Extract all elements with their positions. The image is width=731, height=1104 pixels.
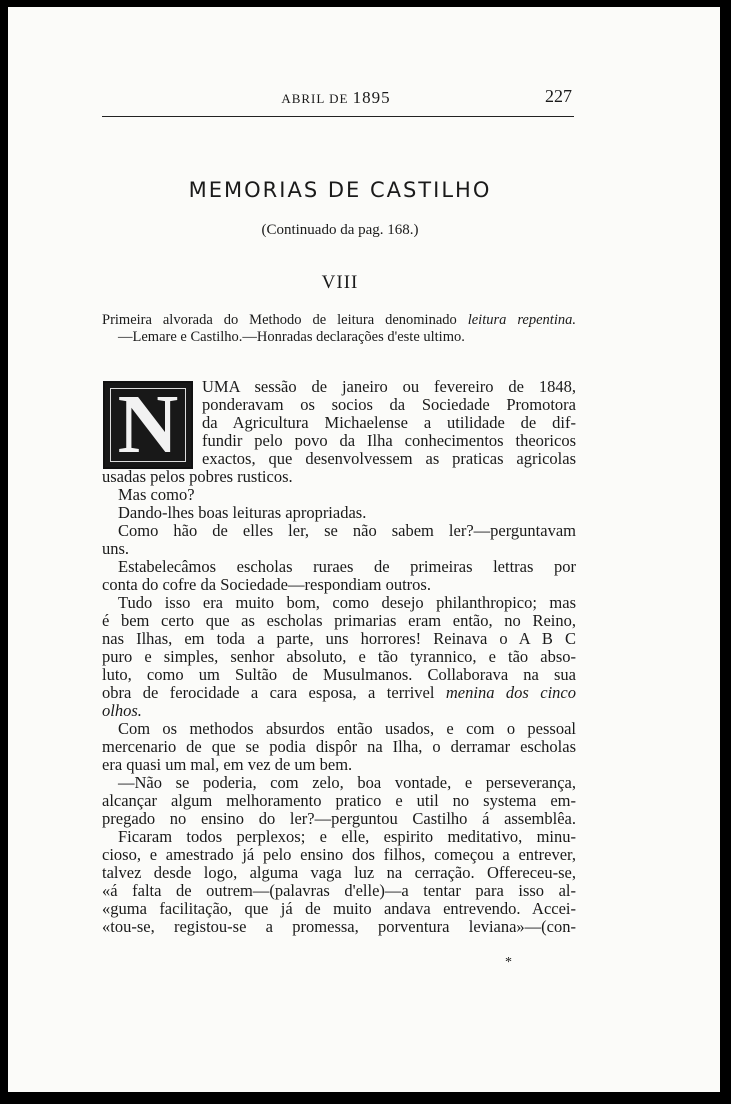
text-line: nas Ilhas, em toda a parte, uns horrores! Reinava o A B C: [102, 629, 576, 648]
text-line: Tudo isso era muito bom, como desejo philanthropico; mas: [118, 593, 576, 612]
text-line: mercenario de que se podia dispôr na Ilha, o derramar escholas: [102, 737, 576, 756]
drop-cap-letter: N: [117, 378, 179, 471]
chapter-number: VIII: [321, 272, 359, 293]
text-line: é bem certo que as escholas primarias eram então, no Reino,: [102, 611, 576, 630]
summary-line-1: Primeira alvorada do Methodo de leitura denominado leitura repentina.: [102, 312, 576, 328]
text-line: cioso, e amestrado já pelo ensino dos filhos, começou a entrever,: [102, 845, 576, 864]
text-line: Dando-lhes boas leituras apropriadas.: [118, 503, 367, 522]
text-line-with-italic: obra de ferocidade a cara esposa, a terrivel menina dos cinco: [102, 683, 576, 702]
text-line: «guma facilitação, que já de muito andava entrevendo. Accei-: [102, 899, 576, 918]
page-number: 227: [545, 86, 572, 106]
article-subtitle: (Continuado da pag. 168.): [261, 222, 419, 238]
text-line: puro e simples, senhor absoluto, e tão tyrannico, e tão abso-: [102, 647, 576, 666]
text-line: da Agricultura Michaelense a utilidade de dif-: [202, 413, 576, 432]
footer-mark: *: [505, 955, 512, 970]
text-line: Estabelecâmos escholas ruraes de primeiras lettras por: [118, 557, 576, 576]
text-line: conta do cofre da Sociedade—respondiam outros.: [102, 575, 431, 594]
text-line: UMA sessão de janeiro ou fevereiro de 1848,: [202, 377, 576, 396]
text-line: Mas como?: [118, 485, 195, 504]
header-year: 1895: [352, 88, 391, 107]
text-line: luto, como um Sultão de Musulmanos. Collaborava na sua: [102, 665, 576, 684]
body-text: [102, 378, 576, 936]
text-line: «tou-se, registou-se a promessa, porventura leviana»—(con-: [102, 917, 576, 936]
text-line: ponderavam os socios da Sociedade Promotora: [202, 395, 576, 414]
header-rule: [102, 116, 574, 117]
text-line: talvez desde logo, alguma vaga luz na cerração. Offereceu-se,: [102, 863, 576, 882]
text-line: usadas pelos pobres rusticos.: [102, 467, 293, 486]
article-title: MEMORIAS DE CASTILHO: [188, 178, 492, 202]
running-header: [100, 88, 572, 110]
text-line: «á falta de outrem—(palavras d'elle)—a tentar para isso al-: [102, 881, 576, 900]
text-line: era quasi um mal, em vez de um bem.: [102, 755, 353, 774]
text-line: —Não se poderia, com zelo, boa vontade, e perseverança,: [118, 773, 576, 792]
text-line: pregado no ensino do ler?—perguntou Castilho á assemblêa.: [102, 809, 576, 828]
summary-line-2: —Lemare e Castilho.—Honradas declarações d'este ultimo.: [118, 329, 465, 345]
header-date: [100, 88, 572, 108]
text-line: fundir pelo povo da Ilha conhecimentos theoricos: [202, 431, 576, 450]
text-line: Com os methodos absurdos então usados, e com o pessoal: [118, 719, 576, 738]
text-line: alcançar algum melhoramento pratico e util no systema em-: [102, 791, 576, 810]
chapter-summary: [102, 312, 576, 346]
text-line: Ficaram todos perplexos; e elle, espirito meditativo, minu-: [118, 827, 576, 846]
text-line: Como hão de elles ler, se não sabem ler?—perguntavam: [118, 521, 576, 540]
text-line: exactos, que desenvolvessem as praticas agricolas: [202, 449, 576, 468]
header-month: ABRIL DE: [281, 91, 349, 106]
text-line: olhos.: [102, 701, 142, 720]
text-line: uns.: [102, 539, 130, 558]
